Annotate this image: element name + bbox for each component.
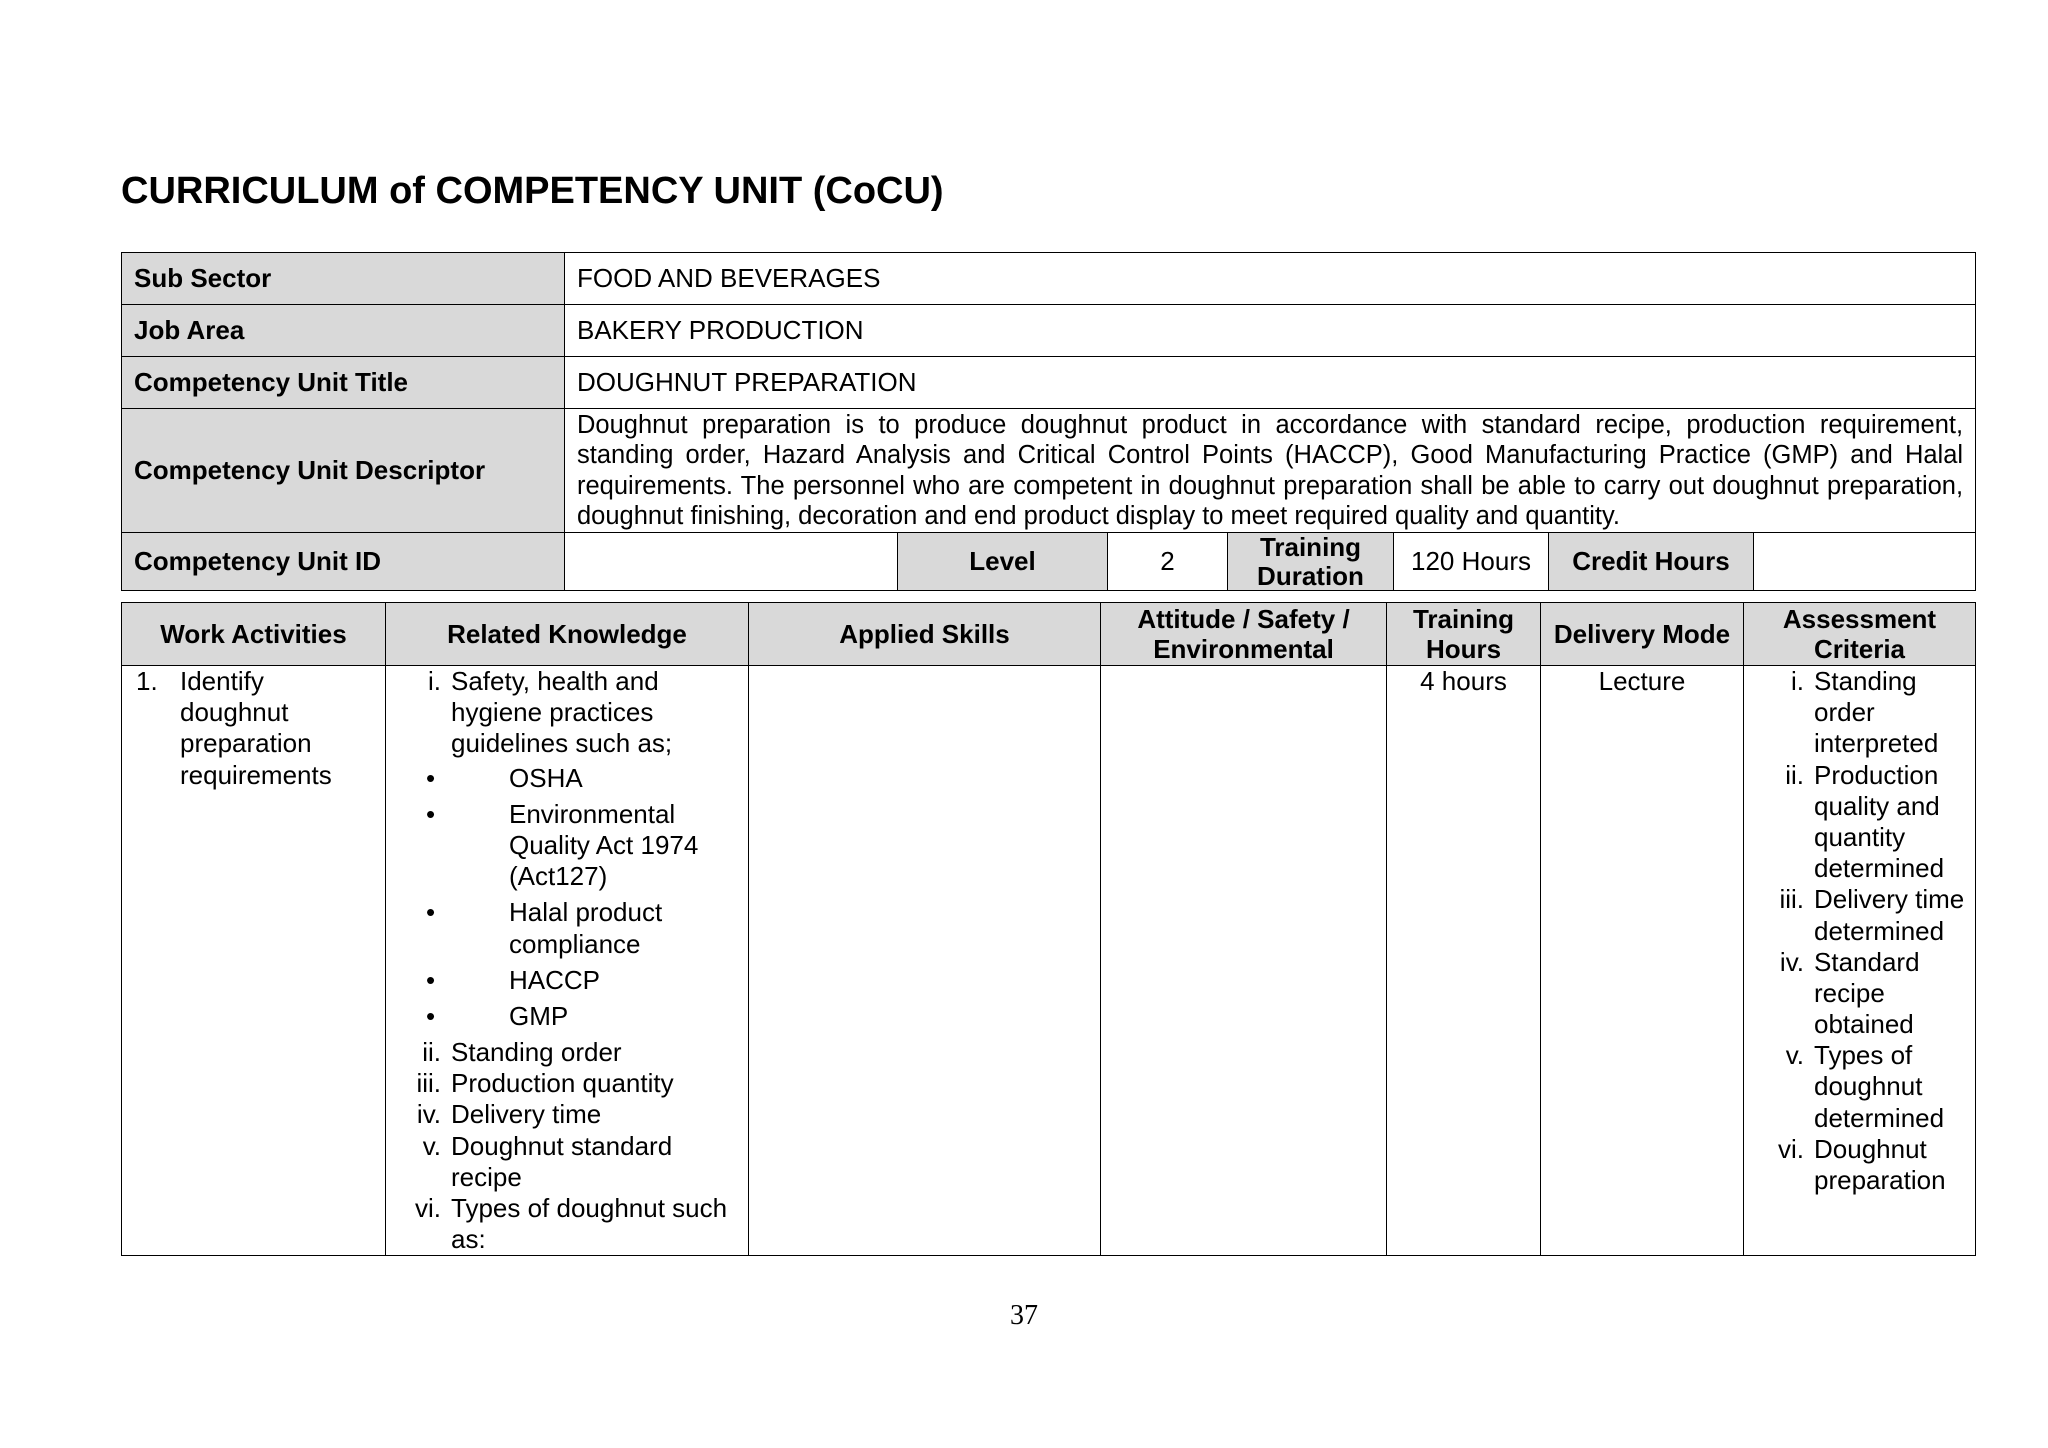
delivery-mode-cell: Lecture xyxy=(1541,666,1744,1256)
list-item xyxy=(386,1068,748,1099)
list-item xyxy=(1744,760,1975,885)
credit-hours-label: Credit Hours xyxy=(1549,533,1754,591)
list-item xyxy=(386,763,748,794)
list-number: iii. xyxy=(1779,884,1804,915)
bullet-marker: • xyxy=(426,1000,436,1031)
list-item xyxy=(386,666,748,760)
unit-title-row xyxy=(122,357,1976,409)
attitude-cell xyxy=(1101,666,1387,1256)
credit-hours-value xyxy=(1754,533,1976,591)
unit-id-row xyxy=(122,533,1976,591)
list-item-text: Doughnut standard recipe xyxy=(451,1130,673,1192)
page-number: 37 xyxy=(1010,1300,1038,1331)
bullet-marker: • xyxy=(426,798,436,829)
list-item xyxy=(386,897,748,959)
header-assessment-criteria: Assessment Criteria xyxy=(1744,603,1976,666)
activities-header-row xyxy=(122,603,1976,666)
sub-sector-label: Sub Sector xyxy=(122,253,565,305)
list-item xyxy=(386,1001,748,1032)
bullet-marker: • xyxy=(426,897,436,928)
list-number: iv. xyxy=(1779,946,1804,977)
list-item-text: Environmental Quality Act 1974 (Act127) xyxy=(509,798,699,892)
unit-title-label: Competency Unit Title xyxy=(122,357,565,409)
bullet-marker: • xyxy=(426,964,436,995)
list-number: ii. xyxy=(1785,759,1804,790)
header-attitude: Attitude / Safety / Environmental xyxy=(1101,603,1387,666)
list-number: v. xyxy=(1785,1040,1804,1071)
list-number: i. xyxy=(428,666,441,696)
header-work-activities: Work Activities xyxy=(122,603,386,666)
level-value: 2 xyxy=(1108,533,1228,591)
list-item xyxy=(386,965,748,996)
list-item-text: Types of doughnut such as: xyxy=(451,1193,728,1255)
list-item xyxy=(1744,666,1975,760)
list-item xyxy=(386,799,748,893)
list-number: vi. xyxy=(1778,1133,1804,1164)
descriptor-label: Competency Unit Descriptor xyxy=(122,409,565,533)
header-applied-skills: Applied Skills xyxy=(749,603,1101,666)
work-activity-text: Identify doughnut preparation requirements xyxy=(180,666,332,790)
applied-skills-cell xyxy=(749,666,1101,1256)
list-item xyxy=(1744,1134,1975,1196)
list-item-text: Production quantity xyxy=(451,1068,674,1099)
job-area-row xyxy=(122,305,1976,357)
list-item-text: Doughnut preparation xyxy=(1814,1133,1946,1195)
header-related-knowledge: Related Knowledge xyxy=(386,603,749,666)
list-item xyxy=(386,1131,748,1193)
list-item xyxy=(1744,884,1975,946)
list-item xyxy=(386,1099,748,1130)
unit-id-label: Competency Unit ID xyxy=(122,533,565,591)
list-item-text: OSHA xyxy=(509,762,583,793)
unit-title-value: DOUGHNUT PREPARATION xyxy=(565,357,1976,409)
list-item-text: Types of doughnut determined xyxy=(1814,1040,1945,1133)
list-number: vi. xyxy=(415,1193,441,1223)
page-title: CURRICULUM of COMPETENCY UNIT (CoCU) xyxy=(121,170,944,212)
training-duration-value: 120 Hours xyxy=(1394,533,1549,591)
list-number: i. xyxy=(1791,666,1804,696)
assessment-criteria-cell xyxy=(1744,666,1976,1256)
list-number: iv. xyxy=(416,1099,441,1130)
descriptor-row xyxy=(122,409,1976,533)
sub-sector-value: FOOD AND BEVERAGES xyxy=(565,253,1976,305)
list-item-text: Standing order xyxy=(451,1037,622,1068)
training-hours-cell: 4 hours xyxy=(1387,666,1541,1256)
list-item-text: Standard recipe obtained xyxy=(1814,946,1920,1040)
bullet-marker: • xyxy=(426,762,436,793)
training-duration-label: Training Duration xyxy=(1228,533,1394,591)
list-item-text: Delivery time determined xyxy=(1814,884,1965,946)
competency-info-table xyxy=(121,252,1976,591)
list-number: v. xyxy=(422,1130,441,1161)
activities-table xyxy=(121,602,1976,1256)
related-knowledge-list xyxy=(386,666,748,1255)
list-item-text: Safety, health and hygiene practices guidelines such as; xyxy=(451,666,673,759)
list-item-text: HACCP xyxy=(509,964,601,995)
list-item-text: Production quality and quantity determined xyxy=(1814,759,1945,884)
table-row xyxy=(122,666,1976,1256)
header-delivery-mode: Delivery Mode xyxy=(1541,603,1744,666)
list-item-text: GMP xyxy=(509,1000,569,1031)
list-item xyxy=(386,1193,748,1255)
unit-id-value xyxy=(565,533,898,591)
list-number: ii. xyxy=(422,1037,441,1068)
header-training-hours: Training Hours xyxy=(1387,603,1541,666)
list-number: iii. xyxy=(416,1068,441,1099)
work-activity-cell xyxy=(122,666,386,1256)
job-area-value: BAKERY PRODUCTION xyxy=(565,305,1976,357)
list-item-text: Standing order interpreted xyxy=(1814,666,1939,759)
list-item xyxy=(1744,1040,1975,1134)
list-item xyxy=(1744,947,1975,1041)
list-item xyxy=(386,1037,748,1068)
sub-sector-row xyxy=(122,253,1976,305)
related-knowledge-cell xyxy=(386,666,749,1256)
list-item-text: Halal product compliance xyxy=(509,897,663,959)
list-item-text: Delivery time xyxy=(451,1099,602,1130)
descriptor-value: Doughnut preparation is to produce doughnut product in accordance with standard recipe, production requirement, standing order, Hazard Analysis and Critical Control Points (HACCP), Good Manufacturing Practice (GMP) and Halal requirements. The personnel who are competent in doughnut preparation shall be able to carry out doughnut preparation, doughnut finishing, decoration and end product display to meet required quality and quantity. xyxy=(565,409,1976,533)
assessment-criteria-list xyxy=(1744,666,1975,1196)
work-activity-number: 1. xyxy=(136,666,158,696)
level-label: Level xyxy=(898,533,1108,591)
job-area-label: Job Area xyxy=(122,305,565,357)
